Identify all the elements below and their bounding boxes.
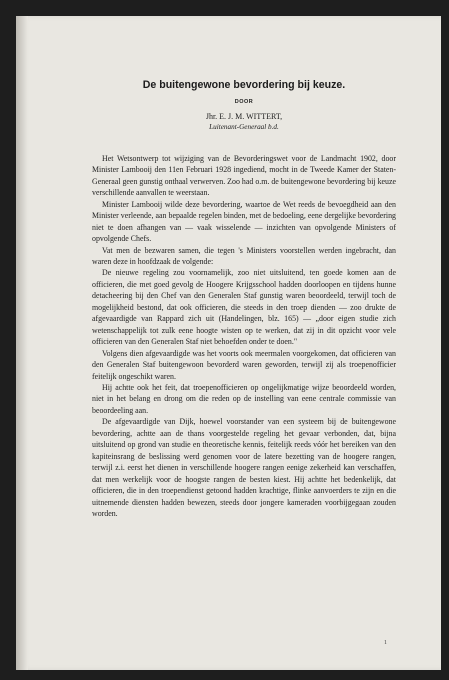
document-page [16,16,441,670]
paragraph: Het Wetsontwerp tot wijziging van de Bevorderingswet voor de Landmacht 1902, door Minister Lambooij den 11en Februari 1928 ingediend, mocht in de Tweede Kamer der Staten-Generaal geen gunstig onthaal verwerven. Zoo had o.m. de buitengewone bevordering bij keuze verschillende aanvallen te weerstaan. [92,153,396,198]
author-role: Luitenant-Generaal b.d. [209,122,279,131]
article-title: De buitengewone bevordering bij keuze. [142,79,346,91]
byline-label: DOOR [234,99,254,106]
page-mark: 1 [384,640,387,646]
paragraph: Hij achtte ook het feit, dat troepenofficieren op ongelijkmatige wijze beoordeeld worden, niet in het belang en drong om die reden op de instelling van eene centrale commissie van beoordeeling aan. [92,382,396,415]
paragraph: Vat men de bezwaren samen, die tegen 's Ministers voorstellen werden ingebracht, dan waren deze in hoofdzaak de volgende: [92,245,396,266]
paragraph: Volgens dien afgevaardigde was het voorts ook meermalen voorgekomen, dat officieren van den Generalen Staf buitengewoon bevorderd waren geworden, terwijl zij als troepenofficier feitelijk ongeschikt waren. [92,348,396,381]
page-gutter-shadow [16,16,28,670]
article-content [92,80,396,519]
paragraph: De afgevaardigde van Dijk, hoewel voorstander van een systeem bij de buitengewone bevordering, achtte aan de thans voorgestelde regeling het gevaar verbonden, dat, bijna uitsluitend op grond van studie en theoretische kennis, feitelijk reeds vóór het bereiken van den kapiteinsrang de beslissing werd genomen voor de latere bezetting van de hoogere rangen, terwijl z.i. eerst het dienen in verschillende hoogere rangen eenige zekerheid kan verschaffen, dat men werkelijk voor de hoogste rangen de besten kiest. Hij achtte het bedenkelijk, dat officieren, die in den troependienst getoond hadden krachtige, flinke aanvoerders te zijn en die uitnemende diensten hadden bewezen, steeds door jongere kameraden voorbijgegaan zouden worden. [92,417,396,518]
paragraph: Minister Lambooij wilde deze bevordering, waartoe de Wet reeds de bevoegdheid aan den Minister verleende, aan bepaalde regelen binden, met de bedoeling, eene dergelijke bevordering niet te doen afhangen van — vaak wisselende — inzichten van opvolgende Ministers of opvolgende Chefs. [92,199,396,244]
author-name: Jhr. E. J. M. WITTERT, [205,111,283,121]
paragraph: De nieuwe regeling zou voornamelijk, zoo niet uitsluitend, ten goede komen aan de officieren, die met goed gevolg de Hoogere Krijgsschool hadden doorloopen en tijdens hunne detacheering bij den Chef van den Generalen Staf gunstig waren beoordeeld, terwijl toch de mogelijkheid bestond, dat ook officieren, die steeds in den troep dienden — zoo drukte de afgevaardigde van Rappard zich uit (Handelingen, blz. 165) — „door eigen studie zich wetenschappelijk tot zulk eene hoogte wisten op te werken, dat zij in dit opzicht voor vele officieren van den Generalen Staf niet behoefden onder te doen." [92,268,396,347]
